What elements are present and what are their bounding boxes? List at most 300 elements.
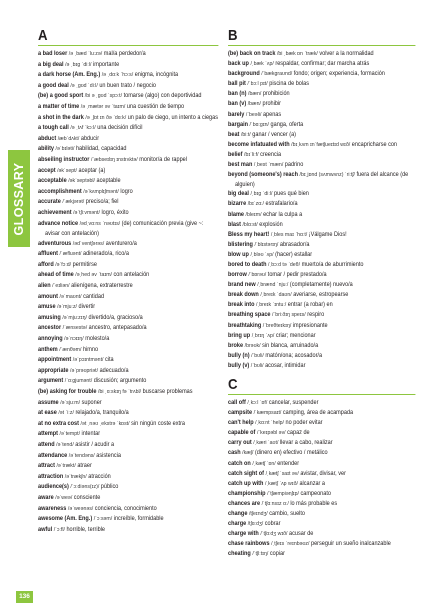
entry-pronunciation: /blɑːst/ [242, 221, 258, 228]
entry-translation: no poder evitar [285, 419, 323, 427]
entry-pronunciation: /əkˈseptəbl/ [68, 178, 95, 185]
glossary-entry [38, 408, 218, 419]
entry-term: breathing space [228, 311, 271, 319]
entry-term: a bad loser [38, 50, 68, 57]
entry-pronunciation: /ˌtʃeɪs ˈreɪnbəʊz/ [271, 541, 310, 548]
entry-translation: respaldar, confirmar; dar marcha atrás [275, 60, 370, 68]
glossary-entry [228, 438, 415, 448]
entry-pronunciation: /tʃeɪndʒ/ [248, 511, 268, 518]
entry-term: appropriate [38, 366, 69, 374]
entry-term: (be) a good sport [38, 92, 84, 100]
glossary-entry [38, 482, 218, 493]
entry-translation: volver a la normalidad [319, 50, 374, 57]
entry-translation: aceptable [96, 177, 121, 185]
entry-term: at ease [38, 409, 57, 417]
entry-pronunciation: /ˌbɔːd tə ˈdeθ/ [268, 261, 301, 268]
entry-term: cash [228, 449, 241, 457]
entry-translation: impresionante [292, 321, 328, 329]
glossary-entry [228, 398, 415, 408]
entry-translation: logro, éxito [101, 208, 129, 216]
entry-translation: respiro [307, 311, 325, 319]
entry-translation: entender [277, 459, 300, 467]
glossary-entry [228, 199, 415, 209]
entry-pronunciation: /ədˈventʃərəs/ [72, 240, 105, 247]
glossary-entry [228, 99, 415, 109]
entry-term: accept [38, 166, 56, 174]
entry-pronunciation: /ət ˌnəʊ ˌekstrə ˈkɒst/ [80, 420, 130, 427]
glossary-entry [228, 428, 415, 438]
glossary-entry [228, 230, 415, 240]
entry-term: annoying [38, 335, 63, 343]
entry-translation: una cuestión de tiempo [126, 102, 185, 110]
entry-term: advance notice [38, 219, 79, 227]
entry-pronunciation: /ˈbʊli/ [251, 352, 264, 359]
glossary-entry [38, 49, 218, 60]
glossary-entry [38, 366, 218, 377]
entry-translation: intentar [81, 430, 101, 438]
glossary-entry [228, 361, 415, 371]
entry-term: amusing [38, 313, 61, 321]
entry-translation: aventurero/a [105, 239, 137, 247]
glossary-entry [228, 220, 415, 230]
entry-term: attend [38, 440, 55, 448]
entry-translation: cobrar [264, 520, 281, 528]
entry-translation: horrible, terrible [66, 525, 105, 533]
entry-term: a shot in the dark [38, 113, 84, 121]
entry-term: big deal [228, 190, 249, 198]
entry-pronunciation: /əˈmjuːzɪŋ/ [62, 314, 87, 321]
entry-pronunciation: /bɪˈzɑː/ [247, 201, 264, 208]
glossary-entry [228, 270, 415, 280]
glossary-entry [38, 176, 218, 187]
entry-pronunciation: /əˈpɔɪntmənt/ [72, 357, 104, 364]
glossary-entry [38, 387, 218, 398]
glossary-entry [228, 529, 415, 539]
entry-pronunciation: /ˌbreɪk ˈɪntuː/ [256, 302, 287, 309]
glossary-entry [38, 219, 218, 239]
entry-translation: adecuado/a [99, 366, 129, 374]
entry-term: catch on [228, 459, 251, 467]
entry-pronunciation: /bi ə ˌɡʊd ˈspɔːt/ [84, 93, 123, 100]
entry-term: blame [228, 210, 245, 218]
entry-term: at no extra cost [38, 419, 79, 427]
entry-pronunciation: /əˈtempt/ [59, 431, 81, 438]
glossary-entry [38, 419, 218, 430]
entry-term: borrow [228, 271, 247, 279]
entry-pronunciation: /ˌbɪɡ ˈdiːl/ [250, 191, 273, 198]
entry-term: blow up [228, 250, 249, 258]
entry-pronunciation: /brəʊk/ [244, 342, 261, 349]
section-letter: C [228, 377, 415, 395]
entry-term: belief [228, 150, 243, 158]
entry-pronunciation: /ˈbriːðɪŋ speɪs/ [272, 312, 306, 319]
entry-pronunciation: /ˈbʊli/ [250, 362, 264, 369]
entry-translation: echar la culpa a [263, 210, 303, 218]
entry-term: ban (n) [228, 90, 247, 98]
glossary-entry [228, 250, 415, 260]
entry-pronunciation: /ˈɑːɡjumənt/ [64, 378, 93, 385]
entry-pronunciation: /ˈænθəm/ [59, 346, 82, 353]
entry-pronunciation: /ˌbest ˈmæn/ [253, 162, 284, 169]
entry-translation: adinerado/a, rico/a [83, 250, 129, 258]
entry-term: a big deal [38, 60, 64, 68]
entry-term: abseiling instructor [38, 155, 90, 163]
entry-term: Bless my heart! [228, 230, 270, 238]
glossary-entry [38, 292, 218, 303]
entry-pronunciation: /ˈɔːdiəns(ɪz)/ [70, 484, 100, 491]
entry-pronunciation: /ə ˌbɪɡ ˈdiːl/ [65, 61, 92, 68]
entry-translation: buscarse problemas [142, 388, 193, 395]
glossary-entry [228, 69, 415, 79]
entry-translation: un palo de ciego, un intento a ciegas [127, 113, 218, 121]
glossary-entry [228, 130, 415, 140]
glossary-entry [228, 539, 415, 549]
entry-translation: logro [120, 187, 133, 195]
entry-translation: piscina de bolas [269, 80, 309, 88]
entry-term: bring up [228, 331, 251, 339]
glossary-entry [38, 113, 218, 124]
glossary-entry [38, 313, 218, 324]
entry-term: can't help [228, 419, 254, 427]
entry-term: a tough call [38, 124, 69, 132]
entry-term: background [228, 70, 260, 78]
entry-pronunciation: /əkˈsept/ [57, 167, 77, 174]
column-right [228, 28, 415, 560]
entry-pronunciation: /tʃɑːdʒ/ [247, 521, 264, 528]
entry-translation: divertido/a, gracioso/a [88, 313, 143, 321]
entry-term: attempt [38, 430, 59, 438]
entry-term: alien [38, 282, 51, 290]
entry-translation: molesto/a [85, 335, 110, 343]
entry-translation: fondo; origen; experiencia, formación [293, 70, 385, 78]
entry-term: ball pit [228, 80, 246, 88]
entry-translation: preciso/a; fiel [85, 198, 119, 206]
entry-term: blistering [228, 240, 253, 248]
entry-translation: averiarse, estropearse [293, 291, 349, 299]
entry-pronunciation: /ˈækjərət/ [62, 199, 85, 206]
entry-translation: llevar a cabo, realizar [279, 439, 333, 447]
entry-translation: lo más probable es [290, 499, 338, 507]
section-letter: A [38, 28, 218, 46]
entry-pronunciation: /ˌbles maɪ ˈhɑːt/ [270, 231, 308, 238]
entry-pronunciation: /ˌkætʃ ˈʌp wɪð/ [264, 480, 298, 487]
glossary-entry [228, 290, 415, 300]
glossary-entry [228, 59, 415, 69]
glossary-entry [38, 70, 218, 81]
entry-translation: creencia [260, 150, 282, 158]
glossary-entry [228, 210, 415, 220]
entry-translation: cita [104, 356, 114, 364]
entry-translation: sin blanca, arruinado/a [262, 341, 319, 349]
entry-pronunciation: /əˈmaʊnt/ [59, 293, 82, 300]
entry-term: championship [228, 489, 266, 497]
section-c [228, 377, 415, 560]
glossary-entry [38, 334, 218, 345]
section-a [38, 28, 218, 535]
entry-pronunciation: /ˈbeəli/ [245, 111, 262, 118]
entry-translation: un buen trato / negocio [99, 81, 157, 89]
entry-term: bargain [228, 120, 249, 128]
entry-pronunciation: /ət ˈiːz/ [58, 410, 74, 417]
entry-translation: suponer [81, 398, 102, 406]
entry-translation: discusión; argumento [93, 377, 147, 385]
entry-term: bully (v) [228, 361, 250, 369]
glossary-entry [38, 208, 218, 219]
entry-term: beyond (someone's) reach [228, 171, 298, 179]
entry-translation: habilidad, capacidad [75, 145, 127, 153]
glossary-entry [228, 479, 415, 489]
glossary-entry [38, 60, 218, 71]
entry-term: adventurous [38, 239, 72, 247]
entry-term: broke [228, 341, 244, 349]
entry-pronunciation: /ə ˌdɑːk ˈhɔːs/ [101, 72, 134, 79]
entry-translation: ganga, oferta [270, 120, 304, 128]
entry-translation: camping, área de acampada [282, 409, 354, 417]
entry-term: attract [38, 462, 55, 470]
entry-term: anthem [38, 345, 58, 353]
glossary-entry [38, 514, 218, 525]
glossary-entry [228, 459, 415, 469]
entry-pronunciation: /ˈkæmpsaɪt/ [253, 410, 282, 417]
glossary-entry [228, 549, 415, 559]
entry-pronunciation: /ˈɔːfl/ [53, 526, 65, 533]
entry-term: bully (n) [228, 351, 250, 359]
entry-pronunciation: /ˌbæk ˈʌp/ [250, 61, 274, 68]
glossary-entry [38, 134, 218, 145]
entry-translation: explosión [259, 220, 283, 228]
glossary-entry [38, 525, 218, 536]
glossary-entry [38, 451, 218, 462]
glossary-side-tab-label: GLOSSARY [12, 162, 26, 235]
entry-term: argument [38, 377, 64, 385]
entry-pronunciation: /əˈweənəs/ [67, 505, 94, 512]
entry-term: appointment [38, 356, 72, 364]
glossary-entry [38, 376, 218, 387]
entry-translation: campeonato [300, 489, 331, 497]
entry-pronunciation: /əˈtʃiːvmənt/ [73, 209, 100, 216]
glossary-entry [228, 150, 415, 160]
entry-term: affluent [38, 250, 59, 258]
entry-translation: pues qué bien [274, 190, 309, 198]
entry-translation: tomarse (algo) con deportividad [123, 92, 202, 100]
entry-term: charge with [228, 530, 259, 538]
entry-translation: aceptar (a) [78, 166, 106, 174]
entry-translation: cambio, suelto [269, 510, 306, 518]
glossary-entry [228, 89, 415, 99]
entry-translation: prohibir [262, 100, 281, 108]
entry-term: breathtaking [228, 321, 262, 329]
entry-pronunciation: /ˈblɪstərɪŋ/ [254, 241, 279, 248]
entry-translation: prohibición [262, 90, 290, 98]
glossary-entry [38, 429, 218, 440]
column-left [38, 28, 218, 535]
glossary-entry [228, 519, 415, 529]
entry-term: chase rainbows [228, 540, 270, 548]
glossary-entry [228, 509, 415, 519]
entry-translation: avistar, divisar, ver [300, 469, 346, 477]
entry-translation: (hacer) estallar [275, 250, 313, 258]
entry-pronunciation: /əˈsjuːm/ [60, 399, 81, 406]
entry-pronunciation: /bi ˌɑːskɪŋ fə ˈtrʌbl/ [98, 389, 142, 395]
entry-pronunciation: /əˈprəʊpriət/ [70, 367, 99, 374]
entry-translation: copiar [269, 550, 285, 558]
entry-pronunciation: /kæʃ/ [242, 450, 254, 457]
glossary-entry [38, 493, 218, 504]
glossary-entry [228, 341, 415, 351]
entry-translation: importante [92, 60, 120, 68]
entry-pronunciation: /əˈnɔɪɪŋ/ [64, 336, 84, 343]
entry-term: break down [228, 291, 259, 299]
entry-pronunciation: /bi ˌbæk ɒn ˈtræk/ [276, 51, 318, 57]
entry-term: ahead of time [38, 271, 74, 279]
entry-term: brand new [228, 281, 256, 289]
entry-term: aware [38, 493, 54, 501]
entry-translation: con antelación [113, 271, 150, 279]
entry-pronunciation: /əˈtrækʃn/ [64, 473, 87, 480]
entry-translation: acusar de [289, 530, 314, 538]
entry-pronunciation: /ə ˌtʌf ˈkɔːl/ [70, 125, 96, 132]
entry-term: amount [38, 292, 59, 300]
entry-pronunciation: /ə ˌmætər əv ˈtaɪm/ [80, 103, 126, 110]
entry-term: bored to death [228, 260, 267, 268]
entry-pronunciation: /ˈtʃiːtɪŋ/ [252, 551, 269, 558]
glossary-side-tab [8, 150, 30, 247]
glossary-entry [228, 351, 415, 361]
entry-translation: capaz de [287, 429, 310, 437]
entry-term: audience(s) [38, 483, 69, 491]
glossary-entry [38, 461, 218, 472]
entry-translation: tomar / pedir prestado/a [267, 271, 327, 279]
entry-pronunciation: /bæn/ [248, 91, 262, 98]
glossary-entry [228, 140, 415, 150]
entry-term: call off [228, 399, 246, 406]
entry-pronunciation: /ˌkɑːnt ˈhelp/ [255, 420, 285, 427]
entry-term: amuse [38, 303, 56, 311]
glossary-entry [228, 469, 415, 479]
glossary-entry [38, 166, 218, 177]
entry-pronunciation: /ˈtʃɑːnsɪz ɑː/ [261, 500, 289, 507]
entry-translation: asistencia [96, 451, 121, 459]
glossary-entry [38, 239, 218, 250]
entry-term: assume [38, 398, 59, 406]
glossary-entry [228, 240, 415, 250]
entry-term: charge [228, 520, 247, 528]
glossary-entry [228, 310, 415, 320]
entry-translation: ¡Válgame Dios! [308, 230, 347, 238]
glossary-entry [228, 120, 415, 130]
entry-translation: atracción [88, 472, 111, 480]
glossary-entry [38, 197, 218, 208]
entry-pronunciation: /ˌkɔːl ˈɒf/ [247, 400, 268, 406]
entry-translation: ancestro, antepasado/a [88, 324, 147, 332]
glossary-entry [38, 123, 218, 134]
entry-pronunciation: /ˌbləʊ ˈʌp/ [250, 251, 274, 258]
entry-pronunciation: /ˈɔːsəm/ [93, 516, 113, 523]
entry-translation: (de) comunicación previa (give ~: avisar con antelación) [45, 219, 204, 238]
entry-pronunciation: /ˌkætʃ ˈɒn/ [252, 460, 276, 467]
entry-translation: monitor/a de rappel [139, 155, 187, 163]
entry-term: a good deal [38, 81, 69, 89]
entry-term: ban (v) [228, 100, 247, 108]
entry-term: ancestor [38, 324, 62, 332]
entry-pronunciation: /əˈtrækt/ [56, 463, 76, 470]
entry-pronunciation: /ˈænsestə/ [62, 325, 88, 332]
entry-translation: consciente [73, 493, 101, 501]
entry-translation: ganar / vencer (a) [252, 130, 297, 138]
entry-term: catch sight of [228, 469, 265, 477]
entry-translation: encapricharse con [351, 140, 398, 148]
entry-term: attendance [38, 451, 68, 459]
glossary-entry [228, 160, 415, 170]
glossary-entry [228, 49, 415, 59]
entry-translation: entrar (a robar) en [287, 301, 333, 309]
entry-translation: asistir / acudir a [75, 440, 115, 448]
glossary-entry [228, 189, 415, 199]
glossary-entry [38, 155, 218, 166]
entry-term: awareness [38, 504, 67, 512]
entry-pronunciation: /æbˈdʌkt/ [57, 135, 80, 142]
glossary-entry [38, 91, 218, 102]
glossary-entry [38, 144, 218, 155]
entry-translation: muerto/a de aburrimiento [301, 260, 364, 268]
entry-pronunciation: /əˈtend/ [56, 441, 74, 448]
glossary-entry [38, 281, 218, 292]
entry-term: awful [38, 525, 53, 533]
entry-pronunciation: /ə ˌɡʊd ˈdiːl/ [70, 82, 98, 89]
entry-translation: público [100, 483, 119, 491]
entry-term: bizarre [228, 200, 247, 208]
entry-pronunciation: /bɪˈliːf/ [244, 151, 259, 158]
entry-pronunciation: /əˌhed əv ˈtaɪm/ [75, 272, 112, 279]
glossary-entry [228, 331, 415, 341]
entry-pronunciation: /əˈtendəns/ [68, 452, 95, 459]
entry-translation: cantidad [83, 292, 105, 300]
entry-term: catch up with [228, 479, 264, 487]
entry-pronunciation: /bɪˌjɒnd (sʌmwʌnz) ˈriːtʃ/ [299, 172, 355, 179]
glossary-entry [228, 448, 415, 458]
glossary-entry [38, 249, 218, 260]
glossary-entry [38, 102, 218, 113]
glossary-entry [38, 270, 218, 281]
entry-translation: increíble, formidable [113, 515, 164, 523]
glossary-entry [228, 170, 415, 189]
entry-term: campsite [228, 409, 253, 417]
entry-translation: perseguir un sueño inalcanzable [310, 540, 391, 548]
entry-translation: alienígena, extraterrestre [71, 282, 133, 290]
entry-term: accomplishment [38, 187, 82, 195]
entry-translation: acosar, intimidar [265, 361, 306, 369]
entry-translation: padrino [284, 161, 304, 169]
entry-list [228, 49, 415, 371]
entry-pronunciation: /ˈbɑːɡɪn/ [249, 121, 269, 128]
entry-term: achievement [38, 208, 72, 216]
section-letter: B [228, 28, 415, 46]
entry-pronunciation: /bleɪm/ [245, 211, 262, 218]
entry-pronunciation: /əˈfɔːd/ [55, 261, 72, 268]
page-number: 136 [16, 591, 33, 603]
entry-term: a dark horse (Am. Eng.) [38, 71, 101, 79]
entry-term: beat [228, 130, 240, 138]
entry-translation: enigma, incógnita [134, 71, 179, 79]
entry-translation: mal/a perdedor/a [103, 50, 146, 57]
entry-translation: (dinero en) efectivo / metálico [254, 449, 328, 457]
entry-translation: abducir [80, 134, 100, 142]
entry-pronunciation: /ˈkeɪpəbl əv/ [256, 430, 286, 437]
entry-translation: estrafalario/a [265, 200, 298, 208]
entry-pronunciation: /ˈbækɡraʊnd/ [261, 71, 293, 78]
entry-term: abduct [38, 134, 57, 142]
entry-pronunciation: /ˌkæri ˈaʊt/ [253, 440, 279, 447]
